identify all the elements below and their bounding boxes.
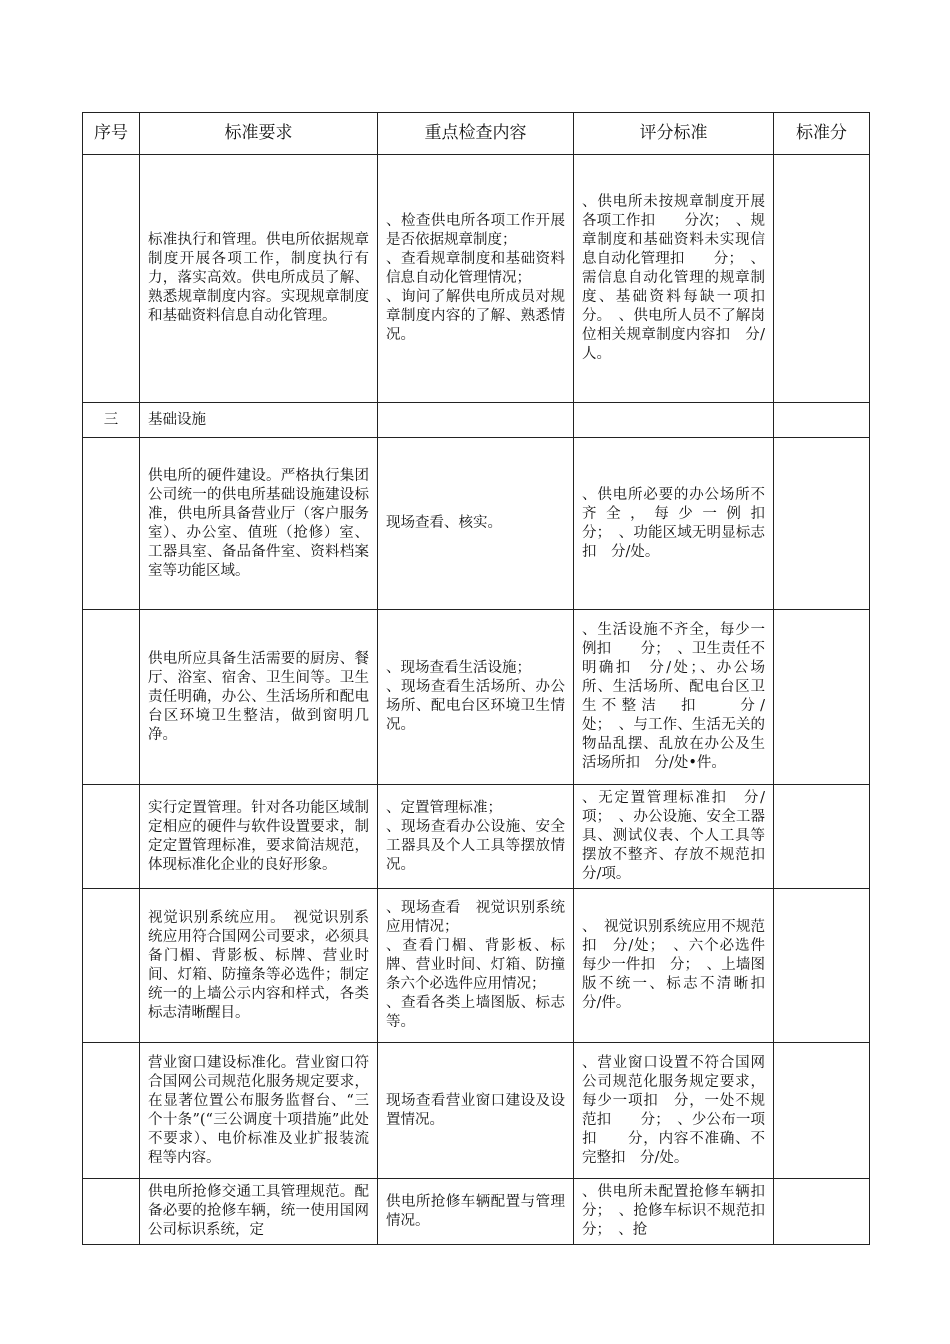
table-row: [83, 1179, 870, 1245]
row-check-content: [378, 403, 574, 438]
row-scoring: [574, 403, 774, 438]
row-check-content: 、现场查看生活设施； 、现场查看生活场所、办公场所、配电台区环境卫生情况。: [378, 610, 574, 785]
row-score: [774, 889, 870, 1043]
row-number: [83, 1043, 140, 1179]
section-title: 基础设施: [140, 403, 378, 438]
row-number: [83, 785, 140, 889]
row-number: [83, 610, 140, 785]
row-requirement: 供电所应具备生活需要的厨房、餐厅、浴室、宿舍、卫生间等。卫生责任明确，办公、生活场所和配电台区环境卫生整洁，做到窗明几净。: [140, 610, 378, 785]
row-scoring: 、营业窗口设置不符合国网公司规范化服务规定要求，每少一项扣 分，一处不规范扣 分； 、少公布一项扣 分，内容不准确、不完整扣 分/处。: [574, 1043, 774, 1179]
row-requirement: 实行定置管理。针对各功能区域制定相应的硬件与软件设置要求，制定定置管理标准，要求简洁规范，体现标准化企业的良好形象。: [140, 785, 378, 889]
row-scoring: 、供电所未配置抢修车辆扣 分； 、抢修车标识不规范扣 分； 、抢: [574, 1179, 774, 1245]
row-requirement: 视觉识别系统应用。 视觉识别系统应用符合国网公司要求，必须具备门楣、背影板、标牌、营业时间、灯箱、防撞条等必选件；制定统一的上墙公示内容和样式，各类标志清晰醒目。: [140, 889, 378, 1043]
table-row: [83, 1043, 870, 1179]
row-number: [83, 155, 140, 403]
row-requirement: 标准执行和管理。供电所依据规章制度开展各项工作，制度执行有力，落实高效。供电所成员了解、熟悉规章制度内容。实现规章制度和基础资料信息自动化管理。: [140, 155, 378, 403]
row-scoring: 、无定置管理标准扣 分/项； 、办公设施、安全工器具、测试仪表、个人工具等摆放不整齐、存放不规范扣 分/项。: [574, 785, 774, 889]
header-standard-score: 标准分: [774, 113, 870, 155]
row-requirement: 供电所的硬件建设。严格执行集团公司统一的供电所基础设施建设标准，供电所具备营业厅（客户服务室）、办公室、值班（抢修）室、工器具室、备品备件室、资料档案室等功能区域。: [140, 438, 378, 610]
row-scoring: 、供电所未按规章制度开展各项工作扣 分次； 、规章制度和基础资料未实现信息自动化管理扣 分； 、需信息自动化管理的规章制度、基础资料每缺一项扣 分。 、供电所人员不了解岗位相关规章制度内容扣 分/人。: [574, 155, 774, 403]
header-number: 序号: [83, 113, 140, 155]
row-check-content: 、检查供电所各项工作开展是否依据规章制度； 、查看规章制度和基础资料信息自动化管理情况； 、询问了解供电所成员对规章制度内容的了解、熟悉情况。: [378, 155, 574, 403]
row-check-content: 供电所抢修车辆配置与管理情况。: [378, 1179, 574, 1245]
row-number: [83, 889, 140, 1043]
table-row: [83, 785, 870, 889]
row-score: [774, 785, 870, 889]
section-number: 三: [83, 403, 140, 438]
row-score: [774, 155, 870, 403]
row-check-content: 现场查看营业窗口建设及设置情况。: [378, 1043, 574, 1179]
row-score: [774, 610, 870, 785]
row-number: [83, 438, 140, 610]
assessment-table: [82, 112, 870, 1245]
row-scoring: 、供电所必要的办公场所不齐全，每少一例扣 分； 、功能区域无明显标志扣 分/处。: [574, 438, 774, 610]
row-number: [83, 1179, 140, 1245]
row-score: [774, 438, 870, 610]
row-check-content: 、定置管理标准； 、现场查看办公设施、安全工器具及个人工具等摆放情况。: [378, 785, 574, 889]
table-row: [83, 438, 870, 610]
row-requirement: 供电所抢修交通工具管理规范。配备必要的抢修车辆，统一使用国网公司标识系统，定: [140, 1179, 378, 1245]
row-check-content: 、现场查看 视觉识别系统应用情况； 、查看门楣、背影板、标牌、营业时间、灯箱、防撞条六个必选件应用情况； 、查看各类上墙图版、标志等。: [378, 889, 574, 1043]
table-row: [83, 889, 870, 1043]
row-score: [774, 403, 870, 438]
row-check-content: 现场查看、核实。: [378, 438, 574, 610]
header-requirement: 标准要求: [140, 113, 378, 155]
section-row: [83, 403, 870, 438]
header-scoring-standard: 评分标准: [574, 113, 774, 155]
header-check-content: 重点检查内容: [378, 113, 574, 155]
table-header-row: [83, 113, 870, 155]
row-scoring: 、 视觉识别系统应用不规范扣 分/处； 、六个必选件每少一件扣 分； 、上墙图版不统一、标志不清晰扣 分/件。: [574, 889, 774, 1043]
table-row: [83, 155, 870, 403]
row-score: [774, 1043, 870, 1179]
table-row: [83, 610, 870, 785]
row-scoring: 、生活设施不齐全，每少一例扣 分； 、卫生责任不明确扣 分/处；、办公场所、生活场所、配电台区卫生不整洁 扣 分/处； 、与工作、生活无关的物品乱摆、乱放在办公及生活场所扣 分/处•件。: [574, 610, 774, 785]
row-requirement: 营业窗口建设标准化。营业窗口符合国网公司规范化服务规定要求，在显著位置公布服务监督台、“三个十条”(“三公调度十项措施”此处不要求）、电价标准及业扩报装流程等内容。: [140, 1043, 378, 1179]
